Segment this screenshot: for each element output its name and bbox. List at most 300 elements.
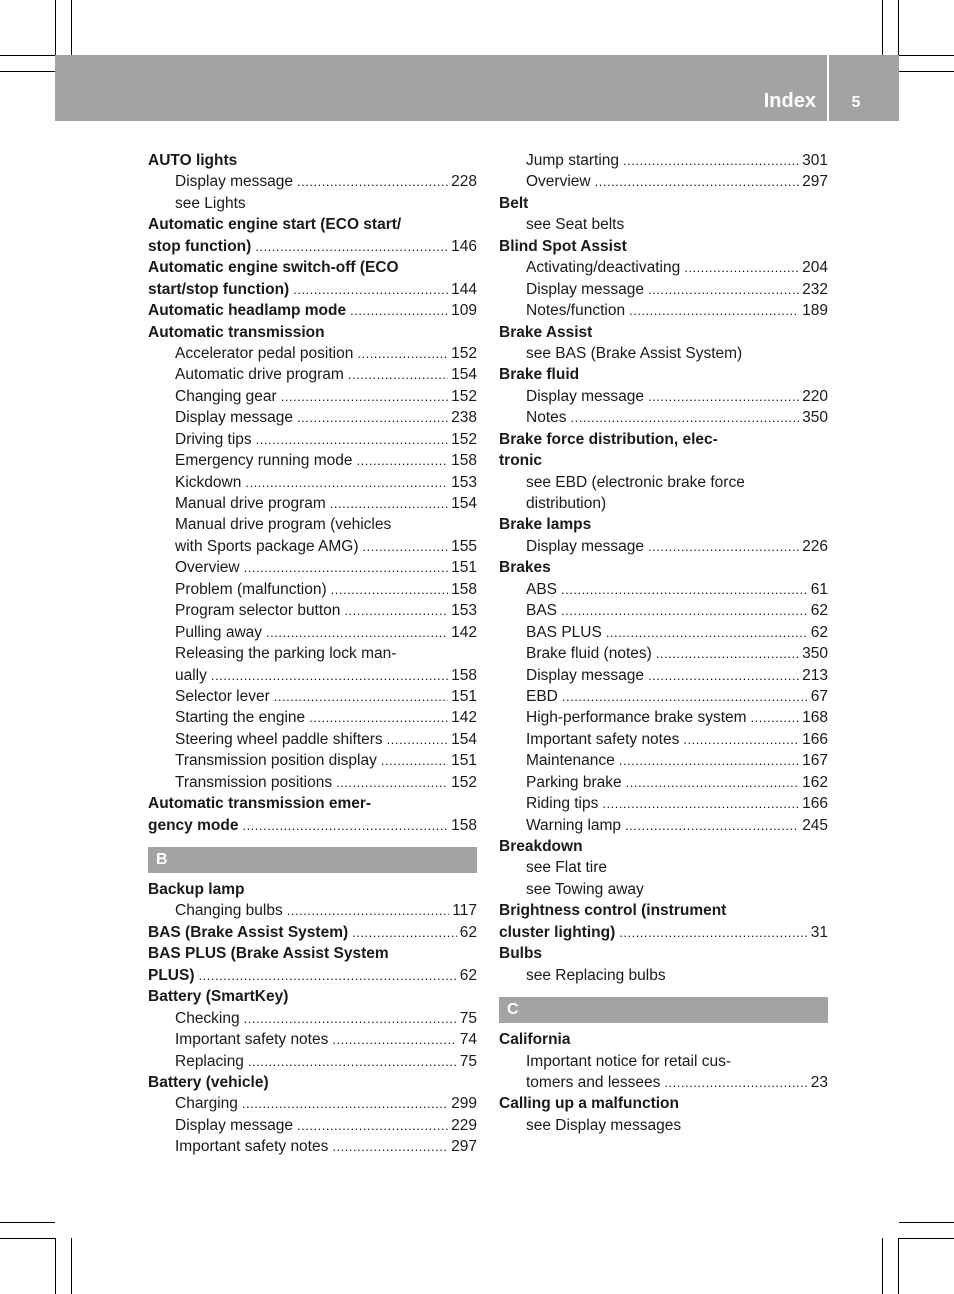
dot-leader [244,1008,457,1029]
entry-text: BAS PLUS [526,623,602,641]
dot-leader [363,536,449,557]
entry-text: Manual drive program (vehicles [175,516,392,534]
entry-text: PLUS) [148,966,195,984]
index-subentry [148,729,477,750]
dot-leader [562,686,808,707]
entry-text: Manual drive program [175,495,326,512]
page-reference: 151 [451,687,477,705]
header-divider [827,55,829,121]
index-entry [148,965,477,986]
page-reference: 153 [451,602,477,620]
index-subentry [148,1008,477,1029]
page-reference: 152 [451,773,477,791]
entry-text: Releasing the parking lock man- [175,645,397,663]
index-subentry [148,557,477,578]
entry-text: Display message [175,409,294,427]
section-letter-header: B [148,847,477,873]
page-reference: 158 [451,666,477,684]
page-reference: 154 [451,730,477,748]
crop-mark [71,0,72,55]
page-reference: 31 [810,923,828,941]
page-reference: 144 [451,280,477,298]
crop-mark [899,55,954,56]
page-reference: 350 [802,409,828,427]
entry-text: with Sports package AMG) [175,537,359,555]
index-entry [148,879,477,900]
index-entry [148,815,477,836]
dot-leader [571,407,800,428]
index-subentry [148,536,477,557]
entry-text: see EBD (electronic brake force [526,473,745,491]
index-subentry [499,472,828,493]
dot-leader [266,622,448,643]
index-subentry [499,1072,828,1093]
entry-text: Battery (SmartKey) [148,988,289,1006]
page-reference: 67 [810,687,828,705]
entry-text: Display message [526,666,645,684]
entry-text: Brake Assist [499,323,593,341]
index-subentry [148,750,477,771]
index-subentry [499,707,828,728]
index-subentry [148,643,477,664]
dot-leader [561,600,808,621]
entry-text: see Display messages [526,1116,682,1134]
entry-text: Overview [175,559,240,577]
index-entry [148,150,477,171]
dot-leader [595,171,800,192]
page-reference: 62 [459,966,477,984]
index-subentry [499,257,828,278]
page-reference: 301 [802,152,828,169]
entry-text: Charging [175,1095,238,1113]
dot-leader [287,900,450,921]
index-subentry [148,622,477,643]
entry-text: Automatic headlamp mode [148,302,347,320]
page-reference: 213 [802,666,828,684]
dot-leader [625,815,799,836]
crop-mark [0,1222,55,1223]
entry-text: Jump starting [526,152,620,169]
page-reference: 168 [802,709,828,727]
index-subentry [148,686,477,707]
entry-text: Important safety notes [175,1031,329,1049]
entry-text: Transmission position display [175,752,377,770]
entry-text: BAS PLUS (Brake Assist System [148,945,389,963]
index-subentry [148,1136,477,1157]
dot-leader [381,750,448,771]
page-reference: 238 [451,409,477,427]
index-subentry [499,772,828,793]
index-subentry [148,472,477,493]
page-reference: 146 [451,237,477,255]
dot-leader [751,707,800,728]
page-title: Index [763,90,816,112]
dot-leader [293,279,448,300]
crop-mark [55,1238,56,1294]
dot-leader [648,665,799,686]
page-number: 5 [851,94,861,111]
index-entry [499,514,828,535]
index-subentry [148,1115,477,1136]
page-reference: 142 [451,709,477,727]
dot-leader [274,686,448,707]
dot-leader [648,536,799,557]
page-reference: 117 [452,902,477,920]
entry-text: Battery (vehicle) [148,1073,269,1091]
entry-text: see Seat belts [526,216,625,234]
index-subentry [148,772,477,793]
entry-text: Starting the engine [175,709,306,727]
index-subentry [148,1051,477,1072]
entry-text: Belt [499,194,529,212]
entry-text: Automatic transmission emer- [148,795,372,813]
entry-text: Changing bulbs [175,902,283,920]
page-reference: 75 [459,1052,477,1070]
index-subentry [148,386,477,407]
index-entry [148,943,477,964]
entry-text: Brake force distribution, elec- [499,430,718,448]
entry-text: Display message [526,280,645,298]
dot-leader [336,772,448,793]
entry-text: Calling up a malfunction [499,1095,679,1113]
index-subentry [148,493,477,514]
entry-text: Pulling away [175,623,263,641]
entry-text: Parking brake [526,773,622,791]
dot-leader [331,579,449,600]
index-entry [148,322,477,343]
dot-leader [357,343,448,364]
dot-leader [648,279,799,300]
index-subentry [499,536,828,557]
dot-leader [248,1051,457,1072]
entry-text: Warning lamp [526,816,622,834]
entry-text: Emergency running mode [175,452,353,470]
index-subentry [499,729,828,750]
index-subentry [499,300,828,321]
index-subentry [148,193,477,214]
entry-text: Automatic engine switch-off (ECO [148,259,399,277]
page-reference: 62 [810,602,828,620]
index-entry [148,300,477,321]
index-entry [148,279,477,300]
dot-leader [199,965,457,986]
page-reference: 158 [451,580,477,598]
index-subentry [499,815,828,836]
index-subentry [499,150,828,171]
page-reference: 350 [802,645,828,663]
index-subentry [148,450,477,471]
page-reference: 61 [810,580,828,598]
page-reference: 167 [802,752,828,770]
page-reference: 142 [451,623,477,641]
page-reference: 23 [810,1073,828,1091]
entry-text: ABS [526,580,558,598]
dot-leader [350,300,448,321]
entry-text: Activating/deactivating [526,259,681,277]
entry-text: Important safety notes [526,730,680,748]
page-reference: 74 [459,1031,477,1049]
index-subentry [499,1051,828,1072]
dot-leader [211,665,448,686]
entry-text: Accelerator pedal position [175,344,354,362]
crop-mark [0,1238,55,1239]
entry-text: Automatic transmission [148,323,325,341]
page-reference: 162 [802,773,828,791]
entry-text: Riding tips [526,795,599,813]
page-reference: 152 [451,430,477,448]
entry-text: Brake lamps [499,516,592,534]
index-entry [148,922,477,943]
entry-text: Maintenance [526,752,615,770]
crop-mark [0,71,55,72]
index-entry [499,364,828,385]
index-entry [499,193,828,214]
page-reference: 151 [451,752,477,770]
page-reference: 189 [802,302,828,320]
page-reference: 158 [451,816,477,834]
dot-leader [629,300,799,321]
index-subentry [148,429,477,450]
dot-leader [648,386,799,407]
dot-leader [332,1029,456,1050]
entry-text: Driving tips [175,430,252,448]
page-reference: 245 [802,816,828,834]
entry-text: Backup lamp [148,881,245,898]
index-entry [499,943,828,964]
crop-mark [899,71,954,72]
dot-leader [297,407,448,428]
entry-text: Notes/function [526,302,626,320]
entry-text: gency mode [148,816,239,834]
page-reference: 151 [451,559,477,577]
entry-text: Brakes [499,559,551,577]
dot-leader [256,429,448,450]
entry-text: Program selector button [175,602,341,620]
entry-text: Kickdown [175,473,242,491]
dot-leader [242,815,448,836]
index-subentry [148,407,477,428]
entry-text: Steering wheel paddle shifters [175,730,383,748]
entry-text: Brightness control (instrument [499,902,727,920]
index-column-right [499,150,828,1136]
entry-text: AUTO lights [148,152,238,169]
entry-text: Selector lever [175,687,270,705]
index-entry [499,236,828,257]
index-entry [499,557,828,578]
index-subentry [499,386,828,407]
page-reference: 62 [810,623,828,641]
dot-leader [255,236,448,257]
dot-leader [332,1136,448,1157]
page-reference: 152 [451,387,477,405]
index-subentry [499,407,828,428]
index-subentry [148,900,477,921]
entry-text: see Lights [175,194,246,212]
index-subentry [148,1093,477,1114]
dot-leader [683,729,799,750]
entry-text: Brake fluid [499,366,580,384]
index-subentry [499,879,828,900]
page-reference: 155 [451,537,477,555]
dot-leader [244,557,449,578]
entry-text: stop function) [148,237,252,255]
dot-leader [281,386,448,407]
index-entry [148,793,477,814]
entry-text: Display message [175,1116,294,1134]
index-subentry [499,579,828,600]
index-subentry [148,600,477,621]
entry-text: Display message [526,537,645,555]
dot-leader [606,622,808,643]
dot-leader [619,922,808,943]
index-subentry [499,643,828,664]
entry-text: Bulbs [499,945,543,963]
crop-mark [899,1222,954,1223]
page-reference: 226 [802,537,828,555]
dot-leader [297,1115,448,1136]
index-entry [148,214,477,235]
dot-leader [664,1072,807,1093]
dot-leader [242,1093,448,1114]
index-subentry [499,214,828,235]
entry-text: cluster lighting) [499,923,616,941]
index-subentry [148,364,477,385]
index-entry [499,1029,828,1050]
crop-mark [898,1238,899,1294]
entry-text: tronic [499,452,543,470]
page-reference: 297 [802,173,828,191]
dot-leader [344,600,448,621]
entry-text: Blind Spot Assist [499,237,627,255]
page-reference: 228 [451,173,477,191]
entry-text: Transmission positions [175,773,333,791]
entry-text: see BAS (Brake Assist System) [526,344,743,362]
entry-text: Notes [526,409,567,427]
index-subentry [499,665,828,686]
entry-text: Breakdown [499,838,583,855]
entry-text: BAS (Brake Assist System) [148,923,349,941]
dot-leader [297,171,448,192]
index-entry [499,450,828,471]
index-subentry [499,279,828,300]
page-reference: 153 [451,473,477,491]
index-entry [499,429,828,450]
page-reference: 232 [802,280,828,298]
dot-leader [387,729,448,750]
page-reference: 152 [451,344,477,362]
dot-leader [330,493,448,514]
section-letter-header: C [499,997,828,1023]
entry-text: BAS [526,602,558,620]
index-subentry [499,622,828,643]
index-subentry [499,965,828,986]
dot-leader [684,257,799,278]
page-reference: 166 [802,795,828,813]
dot-leader [357,450,449,471]
index-subentry [499,343,828,364]
page-reference: 75 [459,1009,477,1027]
index-subentry [148,707,477,728]
index-subentry [499,493,828,514]
index-entry [148,1072,477,1093]
page-reference: 204 [802,259,828,277]
dot-leader [245,472,448,493]
entry-text: see Flat tire [526,859,607,877]
page-reference: 297 [451,1138,477,1156]
entry-text: Display message [175,173,294,191]
crop-mark [899,1238,954,1239]
entry-text: Replacing [175,1052,244,1070]
index-subentry [148,1029,477,1050]
index-subentry [499,686,828,707]
crop-mark [882,0,883,55]
dot-leader [656,643,799,664]
page-reference: 158 [451,452,477,470]
index-subentry [499,793,828,814]
index-column-left [148,150,477,1158]
entry-text: start/stop function) [148,280,290,298]
page-reference: 154 [451,366,477,384]
entry-text: Automatic engine start (ECO start/ [148,216,402,234]
dot-leader [626,772,799,793]
entry-text: Automatic drive program [175,366,344,384]
crop-mark [71,1238,72,1294]
dot-leader [348,364,448,385]
entry-text: EBD [526,687,558,705]
entry-text: Display message [526,387,645,405]
entry-text: Problem (malfunction) [175,580,327,598]
crop-mark [0,55,55,56]
crop-mark [882,1238,883,1294]
index-subentry [148,579,477,600]
page-reference: 220 [802,387,828,405]
entry-text: California [499,1031,571,1049]
entry-text: Brake fluid (notes) [526,645,652,663]
page-reference: 62 [459,923,477,941]
index-subentry [499,600,828,621]
index-subentry [499,857,828,878]
entry-text: Changing gear [175,387,277,405]
entry-text: tomers and lessees [526,1073,661,1091]
entry-text: ually [175,666,207,684]
index-subentry [148,665,477,686]
index-subentry [499,750,828,771]
entry-text: Overview [526,173,591,191]
index-entry [148,236,477,257]
page-reference: 299 [451,1095,477,1113]
entry-text: distribution) [526,495,607,512]
index-entry [499,922,828,943]
index-entry [148,986,477,1007]
crop-mark [55,0,56,55]
index-entry [499,322,828,343]
index-entry [499,1093,828,1114]
dot-leader [623,150,799,171]
index-entry [499,836,828,857]
index-entry [499,900,828,921]
dot-leader [619,750,799,771]
entry-text: Important notice for retail cus- [526,1052,732,1070]
entry-text: Checking [175,1009,240,1027]
index-subentry [148,514,477,535]
page-reference: 166 [802,730,828,748]
dot-leader [309,707,448,728]
index-subentry [148,343,477,364]
entry-text: see Towing away [526,880,644,898]
index-subentry [148,171,477,192]
page-reference: 229 [451,1116,477,1134]
dot-leader [352,922,457,943]
